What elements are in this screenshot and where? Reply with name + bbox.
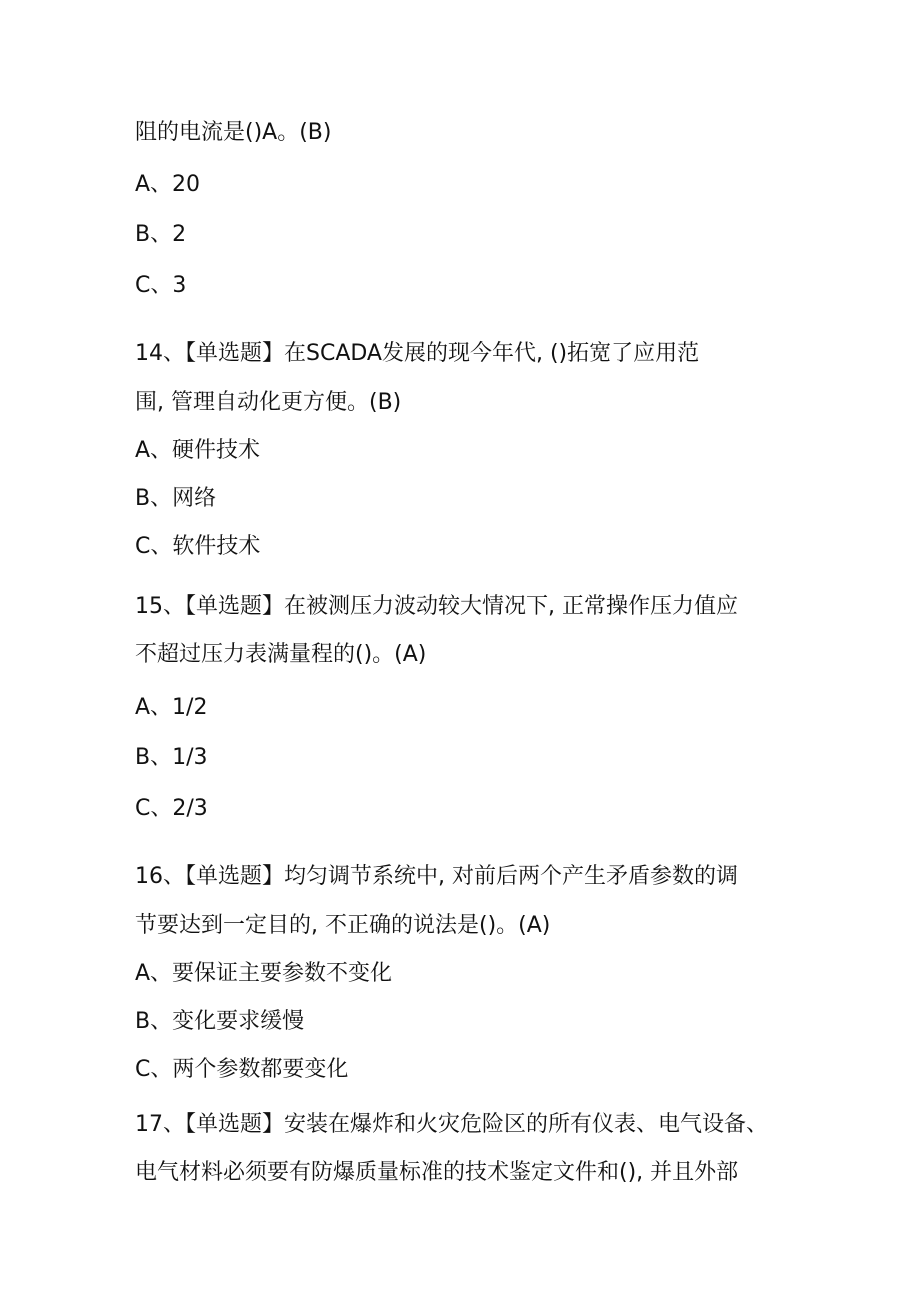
question-16-stem: 16、【单选题】均匀调节系统中, 对前后两个产生矛盾参数的调 <box>135 864 738 889</box>
question-15-option-b: B、1/3 <box>135 745 208 770</box>
question-14-stem-continued: 围, 管理自动化更方便。(B) <box>135 390 402 415</box>
question-15-option-a: A、1/2 <box>135 695 208 720</box>
question-15-option-c: C、2/3 <box>135 796 208 821</box>
question-14-stem: 14、【单选题】在SCADA发展的现今年代, ()拓宽了应用范 <box>135 341 700 366</box>
question-16-stem-continued: 节要达到一定目的, 不正确的说法是()。(A) <box>135 913 551 938</box>
question-16-option-b: B、变化要求缓慢 <box>135 1009 305 1034</box>
question-16-option-c: C、两个参数都要变化 <box>135 1057 349 1082</box>
question-14-option-a: A、硬件技术 <box>135 438 261 463</box>
question-14-option-b: B、网络 <box>135 486 217 511</box>
question-14-option-c: C、软件技术 <box>135 534 261 559</box>
question-17-stem-continued: 电气材料必须要有防爆质量标准的技术鉴定文件和(), 并且外部 <box>135 1160 739 1185</box>
question-16-option-a: A、要保证主要参数不变化 <box>135 961 393 986</box>
question-13-option-c: C、3 <box>135 273 187 298</box>
question-13-option-b: B、2 <box>135 222 187 247</box>
question-15-stem: 15、【单选题】在被测压力波动较大情况下, 正常操作压力值应 <box>135 594 738 619</box>
question-13-stem-continued: 阻的电流是()A。(B) <box>135 120 332 145</box>
question-17-stem: 17、【单选题】安装在爆炸和火灾危险区的所有仪表、电气设备、 <box>135 1112 768 1137</box>
question-13-option-a: A、20 <box>135 172 201 197</box>
question-15-stem-continued: 不超过压力表满量程的()。(A) <box>135 642 427 667</box>
